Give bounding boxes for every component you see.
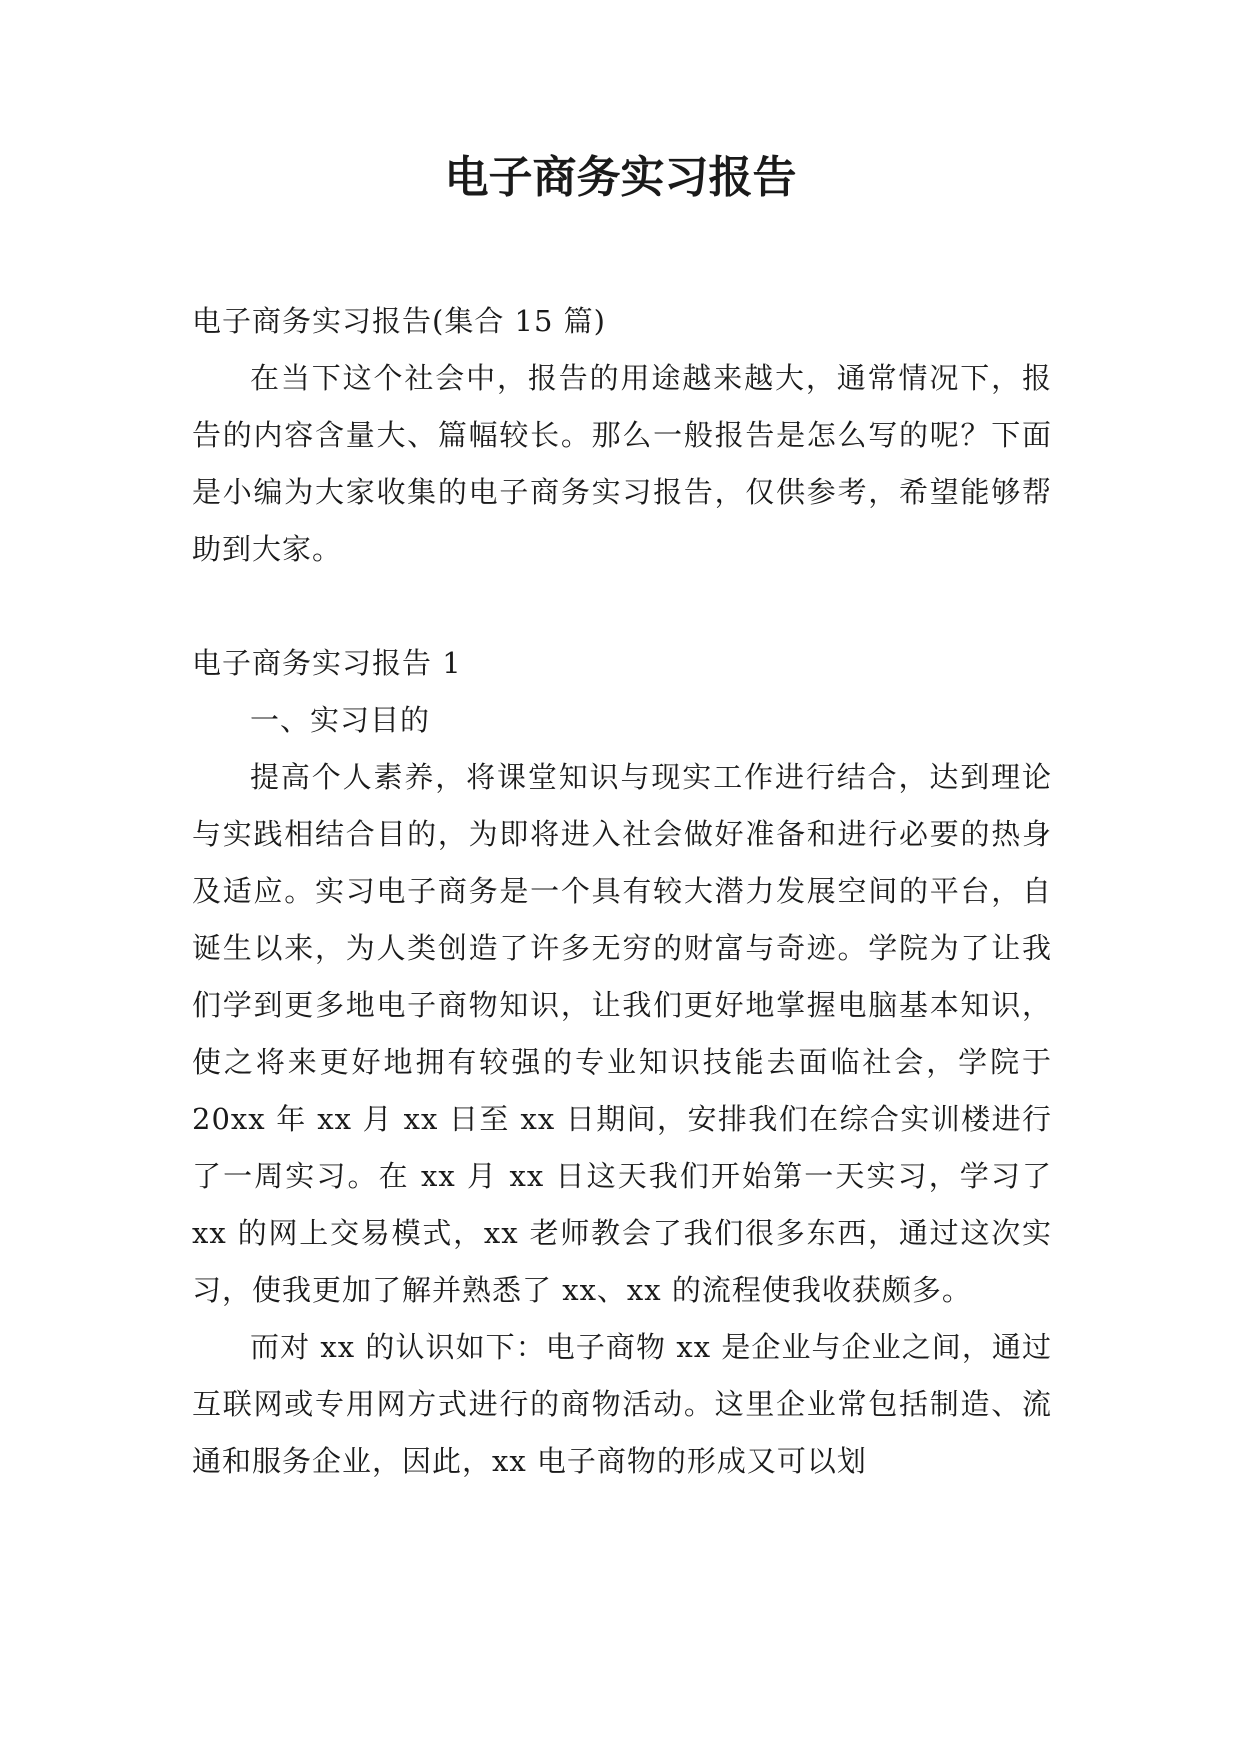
body-paragraph-2: 而对 xx 的认识如下：电子商物 xx 是企业与企业之间，通过互联网或专用网方式进行的商物活动。这里企业常包括制造、流通和服务企业，因此，xx 电子商物的形成又可以划: [192, 1330, 1052, 1478]
document-title: 电子商务实习报告: [444, 152, 797, 203]
section-spacer: [192, 578, 1052, 635]
section-heading: 电子商务实习报告 1: [192, 646, 462, 680]
section-subheading: 一、实习目的: [250, 703, 431, 737]
document-body: [192, 293, 1052, 1490]
body-paragraph-1: 提高个人素养，将课堂知识与现实工作进行结合，达到理论与实践相结合目的，为即将进入社会做好准备和进行必要的热身及适应。实习电子商务是一个具有较大潜力发展空间的平台，自诞生以来，为人类创造了许多无穷的财富与奇迹。学院为了让我们学到更多地电子商物知识，让我们更好地掌握电脑基本知识，使之将来更好地拥有较强的专业知识技能去面临社会，学院于 20xx 年 xx 月 xx 日至 xx 日期间，安排我们在综合实训楼进行了一周实习。在 xx 月 xx 日这天我们开始第一天实习，学习了 xx 的网上交易模式，xx 老师教会了我们很多东西，通过这次实习，使我更加了解并熟悉了 xx、xx 的流程使我收获颇多。: [192, 760, 1052, 1307]
collection-subtitle: 电子商务实习报告(集合 15 篇): [192, 304, 606, 338]
intro-paragraph: 在当下这个社会中，报告的用途越来越大，通常情况下，报告的内容含量大、篇幅较长。那么一般报告是怎么写的呢？下面是小编为大家收集的电子商务实习报告，仅供参考，希望能够帮助到大家。: [192, 361, 1052, 566]
